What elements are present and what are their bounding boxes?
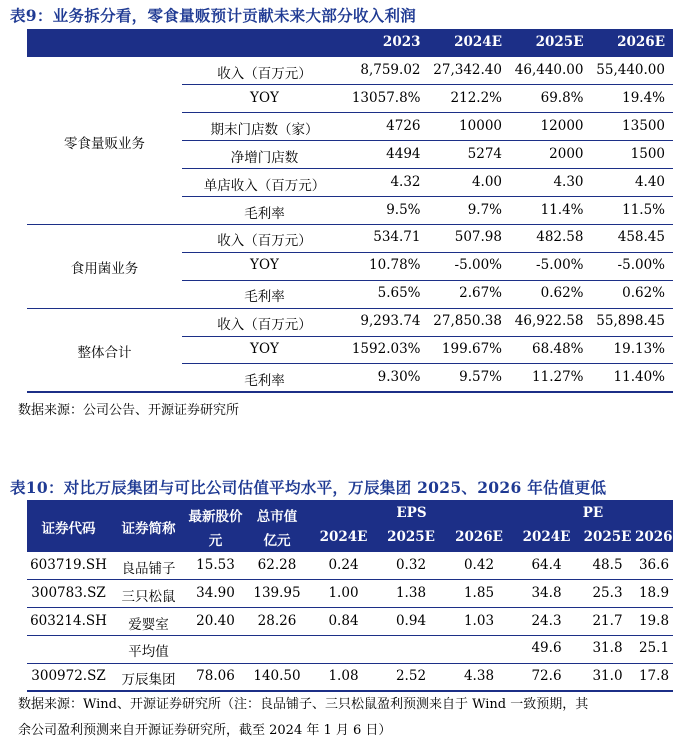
table1-row-divider xyxy=(182,112,673,113)
table2-name: 平均值 xyxy=(128,644,169,661)
table1-cell: 8,759.02 xyxy=(360,62,421,78)
table1-row-label: YOY xyxy=(250,341,279,357)
table2-value: 1.03 xyxy=(463,612,495,629)
table2-value: 17.8 xyxy=(638,668,670,685)
table1-cell: 4.40 xyxy=(634,173,665,190)
table2-value: 36.6 xyxy=(638,557,670,573)
valuation-table xyxy=(27,500,683,691)
table1-cell: -5.00% xyxy=(617,257,665,274)
table2-value: 0.32 xyxy=(395,557,427,573)
table2-value: 64.4 xyxy=(531,557,562,573)
table1-cell: 11.40% xyxy=(613,368,665,385)
table1-row-label: 收入（百万元） xyxy=(217,317,312,334)
table2-value: 31.8 xyxy=(592,640,623,657)
table2-source-line1: 数据来源：Wind、开源证券研究所（注：良品铺子、三只松鼠盈利预测来自于 Wind 一致预期，其 xyxy=(18,697,589,712)
table2-row-divider xyxy=(27,635,673,636)
table2-header-price-unit: 元 xyxy=(208,533,223,549)
table2-value: 25.3 xyxy=(592,584,623,601)
table2-name: 三只松鼠 xyxy=(121,588,176,605)
table1-cell: 13500 xyxy=(622,117,665,134)
table2-price: 34.90 xyxy=(196,584,235,601)
table1-row-label: 单店收入（百万元） xyxy=(203,177,326,194)
table2-value: 18.9 xyxy=(638,584,670,601)
table2-value: 1.08 xyxy=(328,668,359,685)
table1-row-divider xyxy=(182,280,673,281)
table2-header-year: 2026E xyxy=(455,529,503,545)
table2-header-year: 2025E xyxy=(583,529,632,545)
table1-row-divider xyxy=(182,363,673,364)
table1-cell: 507.98 xyxy=(454,229,502,246)
table1-row-label: 毛利率 xyxy=(244,289,285,306)
table1-cell: 1592.03% xyxy=(351,341,421,357)
table2-header-price: 最新股价 xyxy=(188,509,243,525)
table1-row-label: 毛利率 xyxy=(244,372,285,389)
table1-cell: 199.67% xyxy=(441,341,502,357)
table1-cell: 9,293.74 xyxy=(360,313,421,330)
table1-cell: 4.30 xyxy=(553,173,584,190)
table1-cell: 10.78% xyxy=(369,257,421,274)
table1-group-divider xyxy=(27,224,673,225)
table2-value: 0.42 xyxy=(463,557,495,573)
table2-price: 78.06 xyxy=(196,668,235,685)
table1-cell: 11.27% xyxy=(532,368,584,385)
table1-cell: 19.4% xyxy=(622,89,665,106)
table1-cell: 4726 xyxy=(386,117,421,134)
table1-group-divider xyxy=(27,308,673,309)
table1-cell: 27,342.40 xyxy=(433,62,502,78)
table1-cell: 55,898.45 xyxy=(596,313,665,330)
table2-header-eps: EPS xyxy=(396,505,427,521)
table2-header-year: 2024E xyxy=(522,529,571,545)
table1-cell: 458.45 xyxy=(617,229,665,246)
table2-header-code: 证券代码 xyxy=(41,521,96,537)
table2-cap: 28.26 xyxy=(257,612,297,629)
table1-cell: 2.67% xyxy=(459,285,502,302)
table1-cell: 5.65% xyxy=(377,285,421,302)
table1-header-year: 2025E xyxy=(535,34,584,50)
table2-value: 24.3 xyxy=(531,612,562,629)
table1-row-divider xyxy=(182,196,673,197)
table2-value: 0.84 xyxy=(328,612,359,629)
table2-header-cap-unit: 亿元 xyxy=(263,533,291,549)
table1-cell: 9.7% xyxy=(467,201,502,218)
table2-value: 34.8 xyxy=(531,584,562,601)
table1-cell: 27,850.38 xyxy=(433,313,502,330)
table2-value: 21.7 xyxy=(592,612,623,629)
table1-header-row xyxy=(27,29,673,57)
table2-row-divider xyxy=(27,663,673,664)
table1-row-label: YOY xyxy=(250,89,279,106)
table1-cell: 9.5% xyxy=(386,201,421,218)
table1-cell: 4.32 xyxy=(390,173,421,190)
table2-header xyxy=(27,500,683,552)
table1-row-label: 收入（百万元） xyxy=(217,233,312,250)
table1-row-label: YOY xyxy=(250,257,279,274)
table2-header-year: 2024E xyxy=(319,529,368,545)
table2-value: 19.8 xyxy=(638,612,670,629)
table2-cap: 62.28 xyxy=(257,557,297,573)
table1-cell: 534.71 xyxy=(373,229,421,246)
table1-cell: 9.57% xyxy=(459,368,502,385)
table1-row-label: 期末门店数（家） xyxy=(210,121,319,138)
forecast-table xyxy=(27,29,673,392)
table2-value: 1.85 xyxy=(463,584,495,601)
table1-cell: 69.8% xyxy=(540,89,584,106)
table2-header-pe: PE xyxy=(582,505,604,521)
table2-code: 603719.SH xyxy=(30,557,107,573)
table2-value: 25.1 xyxy=(638,640,670,657)
table2-header-name: 证券简称 xyxy=(121,521,176,537)
table1-cell: 212.2% xyxy=(450,89,502,106)
table1-cell: 2000 xyxy=(549,145,584,162)
table2-price: 20.40 xyxy=(196,612,235,629)
table2-code: 300783.SZ xyxy=(31,584,106,601)
table2-header-year: 2025E xyxy=(387,529,435,545)
table1-cell: 19.13% xyxy=(613,341,665,357)
table1-cell: 11.5% xyxy=(622,201,665,218)
table2-source-line2: 余公司盈利预测来自开源证券研究所，截至 2024 年 1 月 6 日） xyxy=(18,723,392,738)
table2-value: 1.00 xyxy=(328,584,359,601)
table1-group-name: 零食量贩业务 xyxy=(64,135,145,152)
table1-row-label: 毛利率 xyxy=(244,205,285,222)
table2-header-year: 2026E xyxy=(635,529,683,545)
table1-header-year: 2023 xyxy=(382,34,421,50)
table2-price: 15.53 xyxy=(196,557,235,573)
table1-cell: 55,440.00 xyxy=(596,62,665,78)
table2-row-divider xyxy=(27,690,673,692)
table2-value: 72.6 xyxy=(531,668,562,685)
table1-cell: 0.62% xyxy=(540,285,584,302)
table2-name: 爱婴室 xyxy=(128,616,169,633)
table2-name: 良品铺子 xyxy=(121,561,176,577)
table1-cell: 4.00 xyxy=(471,173,502,190)
table2-cap: 139.95 xyxy=(253,584,301,601)
table1-cell: -5.00% xyxy=(454,257,502,274)
table2-value: 0.24 xyxy=(328,557,359,573)
table1-cell: 9.30% xyxy=(377,368,421,385)
table1-row-divider xyxy=(182,252,673,253)
table2-code: 300972.SZ xyxy=(31,668,106,685)
table2-row-divider xyxy=(27,607,673,608)
table1-group-name: 食用菌业务 xyxy=(70,261,139,278)
table1-row-label: 净增门店数 xyxy=(230,149,299,166)
table2-cap: 140.50 xyxy=(253,668,301,685)
table2-title: 表10：对比万辰集团与可比公司估值平均水平，万辰集团 2025、2026 年估值更低 xyxy=(10,478,607,497)
table2-value: 4.38 xyxy=(463,668,495,685)
table1-row-label: 收入（百万元） xyxy=(217,66,312,82)
table1-cell: 12000 xyxy=(540,117,584,134)
table1-cell: 46,440.00 xyxy=(514,62,584,78)
table1-row-divider xyxy=(182,168,673,169)
table1-cell: 10000 xyxy=(459,117,502,134)
table2-value: 0.94 xyxy=(395,612,427,629)
table1-title: 表9：业务拆分看，零食量贩预计贡献未来大部分收入利润 xyxy=(10,6,417,25)
table2-value: 48.5 xyxy=(592,557,623,573)
table1-row-divider xyxy=(182,84,673,85)
table1-cell: 0.62% xyxy=(622,285,665,302)
table2-value: 49.6 xyxy=(531,640,562,657)
table1-row-divider xyxy=(182,140,673,141)
table1-group-divider xyxy=(27,391,673,393)
table1-cell: 1500 xyxy=(630,145,665,162)
table2-header-cap: 总市值 xyxy=(256,509,298,525)
table1-cell: 4494 xyxy=(386,145,421,162)
table1-group-name: 整体合计 xyxy=(77,344,132,361)
table1-header-year: 2026E xyxy=(617,34,665,50)
table1-cell: -5.00% xyxy=(536,257,584,274)
table1-cell: 11.4% xyxy=(540,201,584,218)
table2-value: 31.0 xyxy=(592,668,623,685)
table2-value: 1.38 xyxy=(395,584,427,601)
table2-row-divider xyxy=(27,579,673,580)
table2-value: 2.52 xyxy=(395,668,427,685)
table2-name: 万辰集团 xyxy=(121,672,176,689)
table1-cell: 68.48% xyxy=(532,341,584,357)
table2-code: 603214.SH xyxy=(30,612,107,629)
table1-cell: 46,922.58 xyxy=(514,313,584,330)
table1-cell: 13057.8% xyxy=(351,89,421,106)
table1-cell: 482.58 xyxy=(536,229,584,246)
table1-header-year: 2024E xyxy=(454,34,502,50)
table1-source: 数据来源：公司公告、开源证券研究所 xyxy=(18,403,240,418)
table1-row-divider xyxy=(182,336,673,337)
table1-cell: 5274 xyxy=(467,145,502,162)
